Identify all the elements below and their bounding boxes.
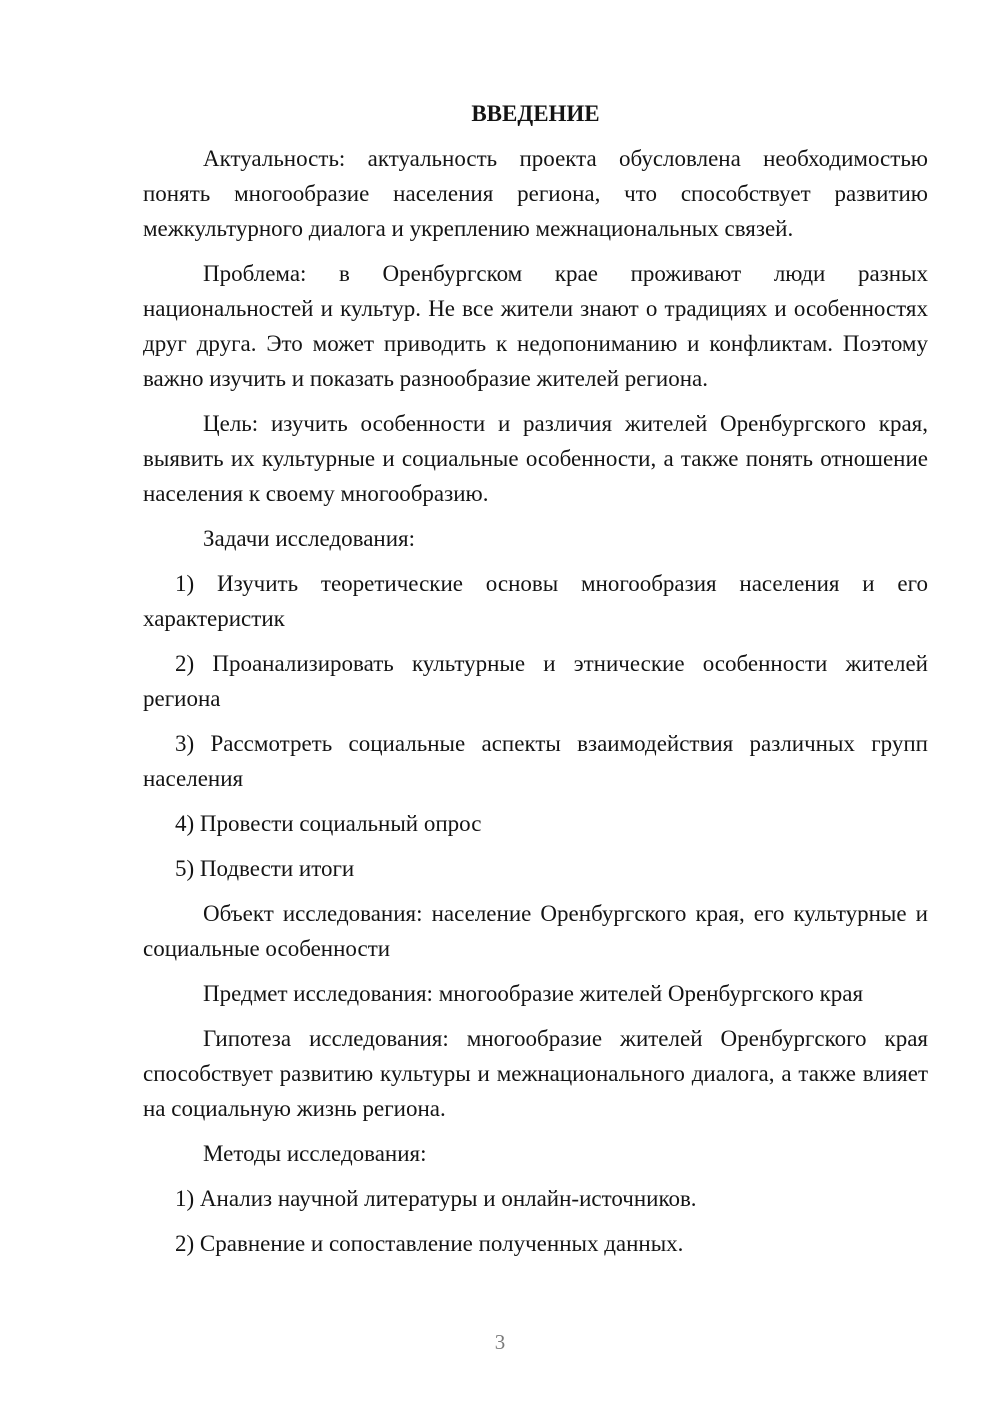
method-item-2: 2) Сравнение и сопоставление полученных данных.: [175, 1231, 684, 1256]
method-item-1: 1) Анализ научной литературы и онлайн-источников.: [175, 1186, 697, 1211]
task-item-2: 2) Проанализировать культурные и этнические особенности жителей региона: [143, 651, 928, 711]
page-content: [143, 96, 928, 1271]
object-paragraph: Объект исследования: население Оренбургского края, его культурные и социальные особенности: [143, 901, 928, 961]
goal-paragraph: Цель: изучить особенности и различия жителей Оренбургского края, выявить их культурные и социальные особенности, а также понять отношение населения к своему многообразию.: [143, 411, 928, 506]
tasks-heading: Задачи исследования:: [203, 526, 416, 551]
page-number: 3: [494, 1330, 506, 1354]
methods-heading: Методы исследования:: [203, 1141, 427, 1166]
task-item-3: 3) Рассмотреть социальные аспекты взаимодействия различных групп населения: [143, 731, 928, 791]
task-item-5: 5) Подвести итоги: [175, 856, 355, 881]
section-title: ВВЕДЕНИЕ: [471, 101, 600, 126]
relevance-paragraph: Актуальность: актуальность проекта обусловлена необходимостью понять многообразие населения региона, что способствует развитию межкультурного диалога и укреплению межнациональных связей.: [143, 146, 928, 241]
problem-paragraph: Проблема: в Оренбургском крае проживают люди разных национальностей и культур. Не все жители знают о традициях и особенностях друг друга. Это может приводить к недопониманию и конфликтам. Поэтому важно изучить и показать разнообразие жителей региона.: [143, 261, 928, 391]
hypothesis-paragraph: Гипотеза исследования: многообразие жителей Оренбургского края способствует развитию культуры и межнационального диалога, а также влияет на социальную жизнь региона.: [143, 1026, 928, 1121]
subject-paragraph: Предмет исследования: многообразие жителей Оренбургского края: [203, 981, 864, 1006]
task-item-4: 4) Провести социальный опрос: [175, 811, 482, 836]
task-item-1: 1) Изучить теоретические основы многообразия населения и его характеристик: [143, 571, 928, 631]
